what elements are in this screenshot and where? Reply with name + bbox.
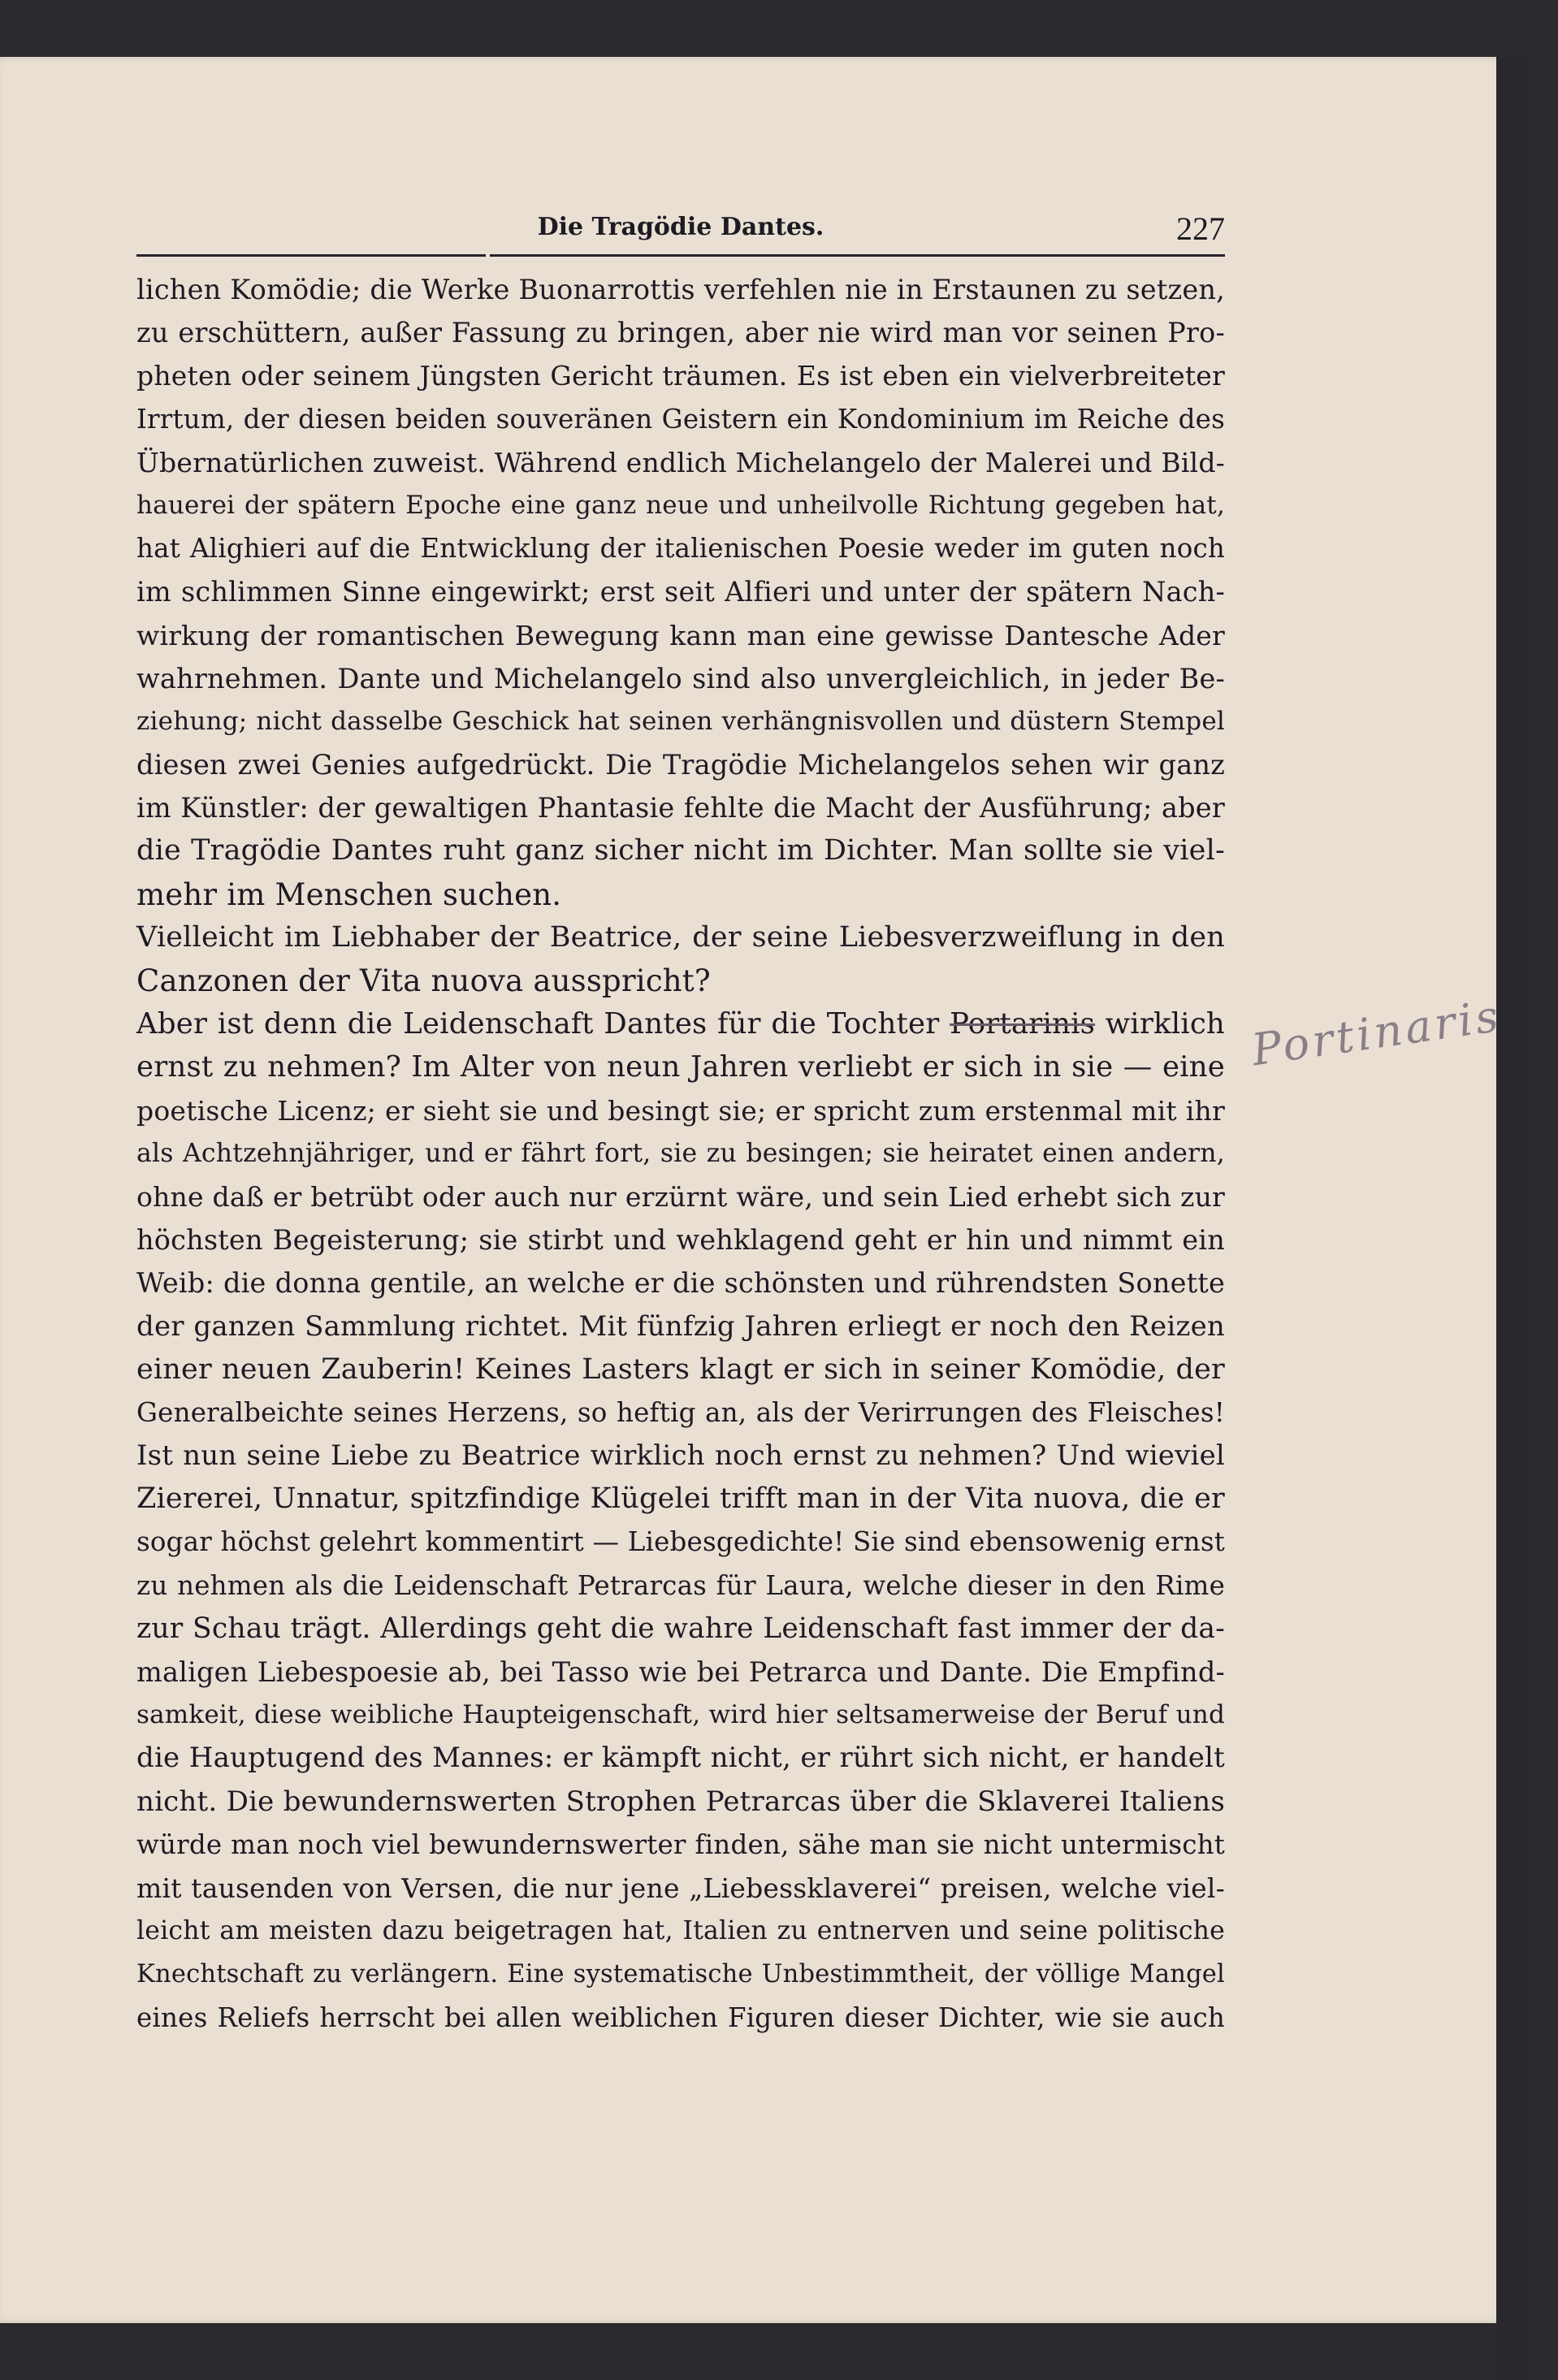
text-line: ohne daß er betrübt oder auch nur erzürnt wäre, und sein Lied erhebt sich zur [136,1180,1225,1213]
text-line: Weib: die donna gentile, an welche er die schönsten und rührendsten Sonette [136,1267,1225,1300]
text-line: als Achtzehnjähriger, und er fährt fort, sie zu besingen; sie heiratet einen andern, [136,1138,1225,1168]
text-line: lichen Komödie; die Werke Buonarrottis verfehlen nie in Erstaunen zu setzen, [136,274,1225,305]
text-line-with-correction [136,1002,1225,1045]
text-line: Übernatürlichen zuweist. Während endlich Michelangelo der Malerei und Bild- [136,446,1225,478]
text-line: sogar höchst gelehrt kommentirt — Liebesgedichte! Sie sind ebensowenig ernst [136,1526,1225,1558]
text-line: die Hauptugend des Mannes: er kämpft nicht, er rührt sich nicht, er handelt [136,1742,1225,1775]
text-line: samkeit, diese weibliche Haupteigenschaft, wird hier seltsamerweise der Beruf und [136,1700,1225,1730]
text-line: poetische Licenz; er sieht sie und besingt sie; er spricht zum erstenmal mit ihr [136,1094,1225,1127]
text-line: im Künstler: der gewaltigen Phantasie fehlte die Macht der Ausführung; aber [136,792,1225,824]
struck-word: Portarinis [950,1007,1096,1041]
text-fragment: wirklich [1105,1007,1225,1041]
text-line: Irrtum, der diesen beiden souveränen Geistern ein Kondominium im Reiche des [136,403,1225,435]
handwritten-margin-note: Portinaris [1249,989,1505,1076]
text-line: einer neuen Zauberin! Keines Lasters klagt er sich in seiner Komödie, der [136,1352,1225,1386]
text-fragment: Aber ist denn die Leidenschaft Dantes für die Tochter [136,1007,940,1041]
text-line: Generalbeichte seines Herzens, so heftig an, als der Verirrungen des Fleisches! [136,1396,1225,1428]
text-line: würde man noch viel bewundernswerter finden, sähe man sie nicht untermischt [136,1828,1225,1860]
text-line: maligen Liebespoesie ab, bei Tasso wie bei Petrarca und Dante. Die Empfind- [136,1656,1225,1688]
text-line: eines Reliefs herrscht bei allen weiblichen Figuren dieser Dichter, wie sie auch [136,2001,1225,2033]
body-text [136,268,1225,2040]
text-line: Ist nun seine Liebe zu Beatrice wirklich noch ernst zu nehmen? Und wieviel [136,1439,1225,1473]
text-line: Canzonen der Vita nuova ausspricht? [136,963,711,998]
text-line: mehr im Menschen suchen. [136,876,562,912]
text-line: ernst zu nehmen? Im Alter von neun Jahren verliebt er sich in sie — eine [136,1050,1225,1084]
text-line: höchsten Begeisterung; sie stirbt und wehklagend geht er hin und nimmt ein [136,1224,1225,1257]
text-line: ziehung; nicht dasselbe Geschick hat seinen verhängnisvollen und düstern Stempel [136,706,1225,736]
text-line: zu nehmen als die Leidenschaft Petrarcas für Laura, welche dieser in den Rime [136,1569,1225,1601]
header-rule-gap [486,253,490,258]
text-line: zur Schau trägt. Allerdings geht die wahre Leidenschaft fast immer der da- [136,1612,1225,1645]
text-line: Knechtschaft zu verlängern. Eine systematische Unbestimmtheit, der völlige Mangel [136,1960,1225,1989]
text-line: pheten oder seinem Jüngsten Gericht träumen. Es ist eben ein vielverbreiteter [136,360,1225,392]
text-line: Ziererei, Unnatur, spitzfindige Klügelei trifft man in der Vita nuova, die er [136,1482,1225,1516]
page-number: 227 [1176,210,1225,247]
text-line: der ganzen Sammlung richtet. Mit fünfzig Jahren erliegt er noch den Reizen [136,1309,1225,1343]
text-line: im schlimmen Sinne eingewirkt; erst seit Alfieri und unter der spätern Nach- [136,576,1225,608]
text-line: wirkung der romantischen Bewegung kann man eine gewisse Dantesche Ader [136,619,1225,651]
running-header [136,210,1225,247]
text-line: zu erschüttern, außer Fassung zu bringen, aber nie wird man vor seinen Pro- [136,317,1225,349]
running-title: Die Tragödie Dantes. [537,213,824,241]
text-line: mit tausenden von Versen, die nur jene „Liebessklaverei“ preisen, welche viel- [136,1872,1225,1904]
text-line: die Tragödie Dantes ruht ganz sicher nicht im Dichter. Man sollte sie viel- [136,834,1225,868]
text-line: nicht. Die bewundernswerten Strophen Petrarcas über die Sklaverei Italiens [136,1785,1225,1818]
text-line: Vielleicht im Liebhaber der Beatrice, der seine Liebesverzweiflung in den [136,920,1225,954]
page-edge [1496,57,1527,2380]
text-line: hauerei der spätern Epoche eine ganz neue und unheilvolle Richtung gegeben hat, [136,490,1225,520]
text-line: diesen zwei Genies aufgedrückt. Die Tragödie Michelangelos sehen wir ganz [136,749,1225,781]
text-line: wahrnehmen. Dante und Michelangelo sind also unvergleichlich, in jeder Be- [136,662,1225,695]
text-line: leicht am meisten dazu beigetragen hat, Italien zu entnerven und seine politische [136,1916,1225,1946]
header-rule [136,254,1225,257]
text-line: hat Alighieri auf die Entwicklung der italienischen Poesie weder im guten noch [136,533,1225,565]
